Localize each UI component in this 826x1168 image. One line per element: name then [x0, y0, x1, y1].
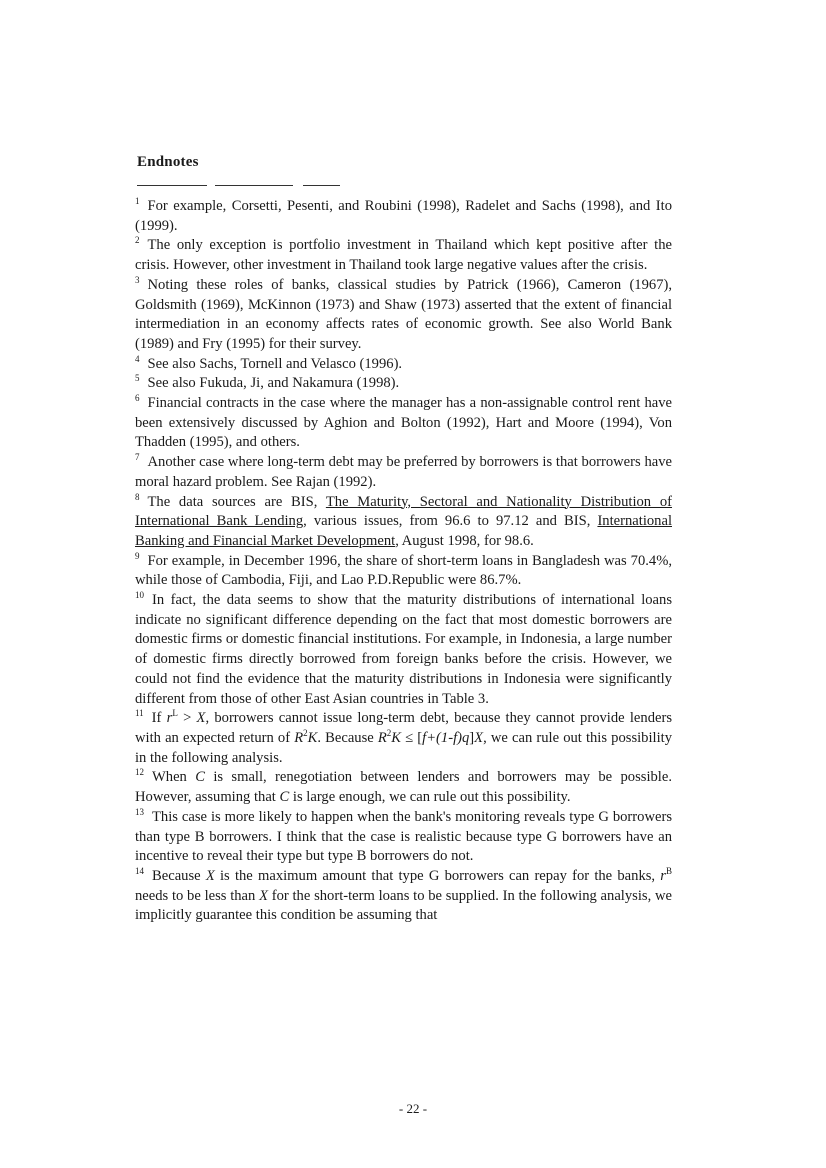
separator-rule — [303, 185, 340, 186]
endnote-number: 9 — [135, 550, 140, 561]
endnote-text: X — [474, 729, 484, 746]
endnote-text: The only exception is portfolio investment in Thailand which kept positive after the crisis. However, other investment in Thailand took large negative values after the crisis. — [135, 237, 672, 274]
endnote-text: See also Fukuda, Ji, and Nakamura (1998). — [147, 375, 400, 392]
endnote-number: 8 — [135, 491, 140, 502]
endnote-text: > — [177, 710, 197, 727]
endnote — [135, 552, 672, 591]
endnotes-heading: Endnotes — [137, 154, 199, 170]
endnote — [135, 394, 672, 453]
endnote-text: r — [166, 710, 173, 727]
endnote — [135, 374, 672, 394]
endnote-text: This case is more likely to happen when the bank's monitoring reveals type G borrowers than type B borrowers. I think that the case is realistic because type G borrowers have an incentive to reveal their type but type B borrowers do not. — [135, 808, 672, 865]
endnote-number: 7 — [135, 452, 140, 463]
endnote-text: C — [279, 789, 290, 806]
endnote-text: , various issues, from 96.6 to 97.12 and BIS, — [303, 513, 598, 530]
endnote-text: The data sources are BIS, — [147, 493, 326, 510]
endnote-text: , borrowers cannot issue long-term debt, because they cannot provide lenders with an expected return of — [135, 710, 673, 746]
endnote-text: If — [151, 710, 167, 727]
endnote — [135, 493, 672, 552]
endnote-number: 1 — [135, 196, 140, 206]
endnote-number: 2 — [135, 235, 140, 246]
endnote-text: , August 1998, for 98.6. — [395, 532, 534, 549]
endnote-number: 14 — [135, 865, 144, 876]
endnote — [135, 867, 672, 926]
endnote-text: needs to be less than — [135, 887, 260, 904]
endnote-text: In fact, the data seems to show that the maturity distributions of international loans indicate no significant difference depending on the fact that most domestic borrowers are domestic firms or domestic financial institutions. For example, in Indonesia, a large number of domestic firms directly borrowed from foreign banks before the crisis. However, we could not find the evidence that the maturity distributions in Indonesia were significantly different from those of other East Asian countries in Table 3. — [135, 592, 672, 707]
endnote-text: For example, Corsetti, Pesenti, and Roubini (1998), Radelet and Sachs (1998), and Ito (1999). — [135, 198, 672, 234]
endnote-superscript: 2 — [386, 727, 392, 738]
endnote-text: See also Sachs, Tornell and Velasco (1996). — [147, 355, 403, 372]
endnote-number: 12 — [135, 767, 144, 778]
endnote-number: 5 — [135, 373, 140, 384]
endnote — [135, 236, 672, 275]
endnote-text: . Because — [317, 729, 378, 746]
endnote-number: 10 — [135, 590, 144, 601]
page-number: - 22 - — [398, 1101, 428, 1116]
endnote-number: 13 — [135, 806, 144, 817]
endnote-text: Noting these roles of banks, classical studies by Patrick (1966), Cameron (1967), Goldsmith (1969), McKinnon (1973) and Shaw (1973) asserted that the extent of financial intermediation in an economy affects rates of economic growth. See also World Bank (1989) and Fry (1995) for their survey. — [135, 276, 672, 352]
endnote-title-underlined: The Maturity, Sectoral and Nationality Distribution of International Bank Lending — [135, 493, 673, 530]
endnotes-list — [135, 197, 672, 926]
endnote-superscript: B — [665, 865, 672, 876]
endnote-text: ≤ [ — [401, 729, 423, 746]
endnote-text: X — [205, 867, 215, 884]
endnote-text: C — [195, 769, 205, 786]
endnote-text: When — [152, 769, 196, 786]
endnote-text: is the maximum amount that type G borrowers can repay for the banks, — [214, 867, 661, 884]
endnote-number: 11 — [135, 708, 144, 719]
endnote-text: For example, in December 1996, the share of short-term loans in Bangladesh was 70.4%, while those of Cambodia, Fiji, and Lao P.D.Republic were 86.7%. — [135, 552, 672, 589]
endnote-text: R — [377, 729, 387, 746]
endnote-superscript: 2 — [303, 727, 308, 738]
endnote-text: K — [307, 729, 318, 746]
endnote-text: ] — [469, 729, 475, 746]
endnote — [135, 808, 672, 867]
endnote-text: R — [294, 729, 304, 746]
endnote-text: is small, renegotiation between lenders and borrowers may be possible. However, assuming that — [135, 769, 672, 806]
endnote — [135, 355, 672, 375]
endnote-number: 4 — [135, 353, 140, 364]
endnote-text: X — [196, 710, 206, 727]
endnote-text: X — [259, 887, 268, 904]
endnote-text: f+(1-f)q — [422, 729, 470, 746]
separator-rule — [215, 185, 293, 186]
endnote-text: is large enough, we can rule out this possibility. — [289, 789, 571, 806]
endnote-text: , we can rule out this possibility in the following analysis. — [135, 729, 672, 766]
endnote — [135, 709, 672, 768]
endnote — [135, 453, 672, 492]
separator-rule — [137, 185, 207, 186]
endnote — [135, 197, 672, 236]
endnote-text: Another case where long-term debt may be preferred by borrowers is that borrowers have moral hazard problem. See Rajan (1992). — [135, 454, 672, 490]
endnote — [135, 276, 672, 355]
endnote-number: 3 — [135, 274, 140, 285]
endnote-text: K — [391, 729, 402, 746]
endnote — [135, 591, 672, 709]
endnote-number: 6 — [135, 393, 140, 404]
endnote-text: Because — [152, 867, 206, 884]
endnote-text: for the short-term loans to be supplied. In the following analysis, we implicitly guarantee this condition be assuming that — [135, 887, 672, 924]
endnote-superscript: L — [172, 708, 178, 719]
endnote-title-underlined: International Banking and Financial Market Development — [135, 513, 672, 549]
endnote-text: r — [660, 867, 666, 884]
endnote-text: Financial contracts in the case where the manager has a non-assignable control rent have been extensively discussed by Aghion and Bolton (1992), Hart and Moore (1994), Von Thadden (1995), and others. — [135, 395, 672, 451]
endnote — [135, 768, 672, 807]
